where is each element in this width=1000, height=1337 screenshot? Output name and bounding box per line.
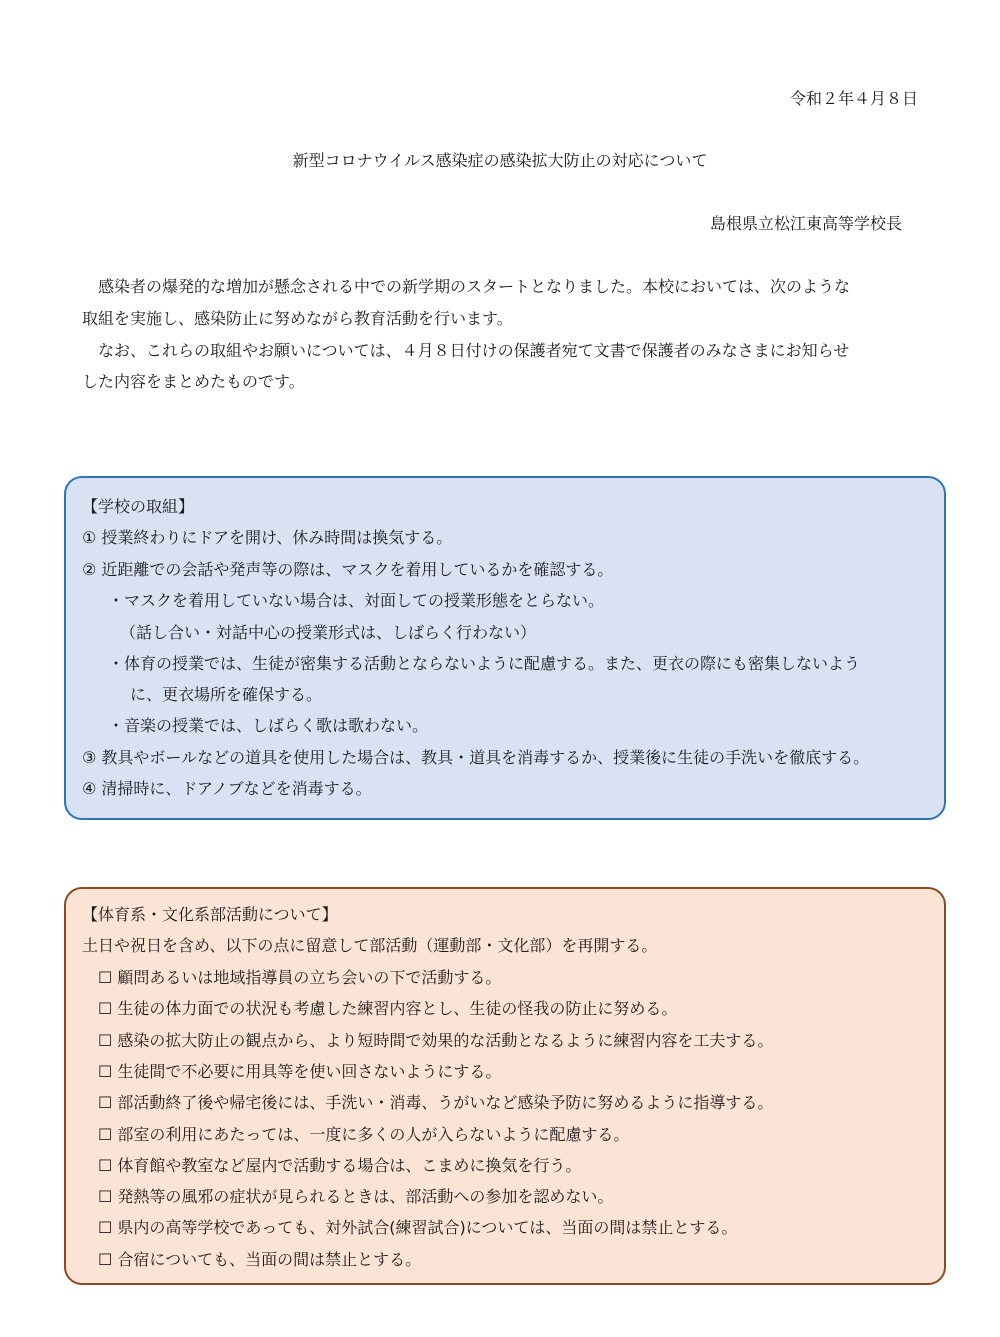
checklist-item: ☐ 県内の高等学校であっても、対外試合(練習試合)については、当面の間は禁止とする。 (98, 1218, 738, 1237)
checklist-item: ☐ 発熱等の風邪の症状が見られるときは、部活動への参加を認めない。 (98, 1187, 614, 1206)
document-author: 島根県立松江東高等学校長 (709, 214, 902, 233)
intro-line: 取組を実施し、感染防止に努めながら教育活動を行います。 (82, 309, 513, 328)
checklist-item: ☐ 体育館や教室など屋内で活動する場合は、こまめに換気を行う。 (98, 1156, 582, 1175)
checklist-item: ☐ 生徒間で不必要に用具等を使い回さないようにする。 (98, 1062, 502, 1081)
intro-line: なお、これらの取組やお願いについては、４月８日付けの保護者宛て文書で保護者のみなさまにお知らせ (82, 341, 850, 360)
club-activities-heading: 【体育系・文化系部活動について】 (82, 905, 338, 924)
checklist-item: ☐ 部活動終了後や帰宅後には、手洗い・消毒、うがいなど感染予防に努めるように指導する。 (98, 1093, 774, 1112)
club-activities-lead: 土日や祝日を含め、以下の点に留意して部活動（運動部・文化部）を再開する。 (82, 936, 658, 955)
school-measure-item: ② 近距離での会話や発声等の際は、マスクを着用しているかを確認する。 (82, 560, 614, 579)
checklist-item: ☐ 合宿についても、当面の間は禁止とする。 (98, 1250, 422, 1269)
checklist-item: ☐ 部室の利用にあたっては、一度に多くの人が入らないように配慮する。 (98, 1125, 630, 1144)
document-date: 令和２年４月８日 (789, 89, 918, 108)
intro-line: 感染者の爆発的な増加が懸念される中での新学期のスタートとなりました。本校においては、次のような (82, 277, 851, 296)
school-measure-subitem: ・体育の授業では、生徒が密集する活動とならないように配慮する。また、更衣の際にも密集しないよう (108, 654, 861, 673)
checklist-item: ☐ 感染の拡大防止の観点から、より短時間で効果的な活動となるように練習内容を工夫する。 (98, 1031, 774, 1050)
checklist-item: ☐ 顧問あるいは地域指導員の立ち会いの下で活動する。 (98, 968, 502, 987)
school-measure-item: ④ 清掃時に、ドアノブなどを消毒する。 (82, 779, 372, 798)
school-measure-subitem: に、更衣場所を確保する。 (130, 685, 323, 704)
school-measure-item: ① 授業終わりにドアを開け、休み時間は換気する。 (82, 528, 453, 547)
document-title: 新型コロナウイルス感染症の感染拡大防止の対応について (292, 151, 708, 170)
checklist-item: ☐ 生徒の体力面での状況も考慮した練習内容とし、生徒の怪我の防止に努める。 (98, 999, 678, 1018)
intro-line: した内容をまとめたものです。 (82, 372, 305, 391)
school-measure-subitem: ・マスクを着用していない場合は、対面しての授業形態をとらない。 (108, 591, 605, 610)
school-measures-heading: 【学校の取組】 (82, 497, 195, 516)
school-measure-item: ③ 教具やボールなどの道具を使用した場合は、教具・道具を消毒するか、授業後に生徒の手洗いを徹底する。 (82, 748, 870, 767)
school-measure-subitem: （話し合い・対話中心の授業形式は、しばらく行わない） (120, 623, 537, 642)
school-measure-subitem: ・音楽の授業では、しばらく歌は歌わない。 (108, 716, 429, 735)
